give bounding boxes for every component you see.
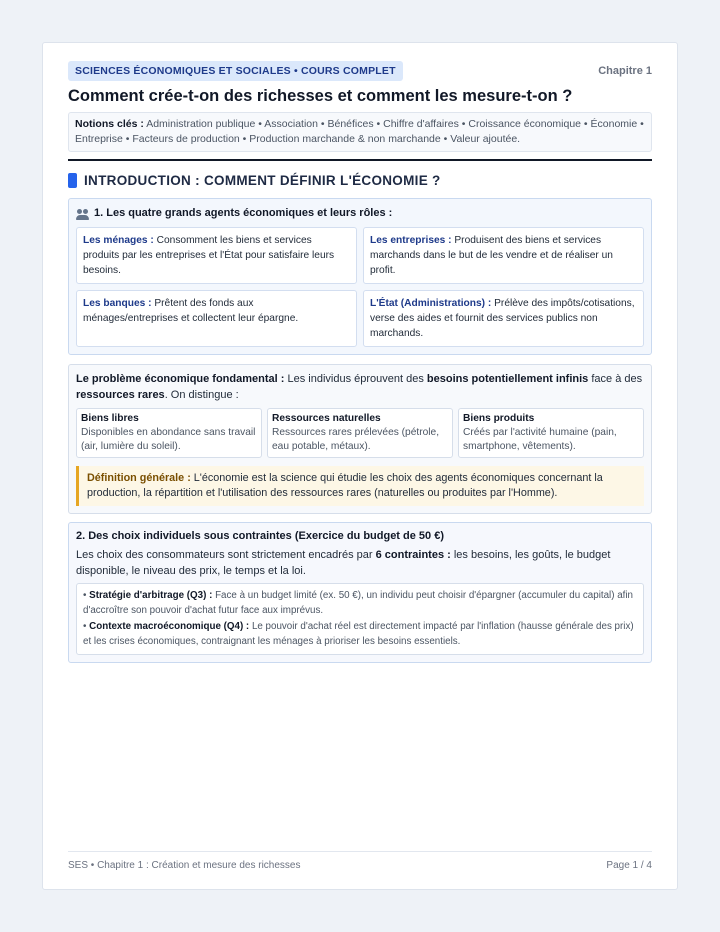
list-item-text: Face à un budget limité (ex. 50 €), un individu peut choisir d'épargner (accumuler du capital) afin d'accroître son pouvoir d'achat futur face aux imprévus.	[83, 590, 634, 616]
choix-paragraph	[76, 547, 644, 579]
agent-card-menages	[76, 227, 357, 284]
subject-tag: SCIENCES ÉCONOMIQUES ET SOCIALES • COURS COMPLET	[68, 61, 403, 81]
list-item: • Stratégie d'arbitrage (Q3) : Face à un budget limité (ex. 50 €), un individu peut choisir d'épargner (accumuler du capital) afin d'accroître son pouvoir d'achat futur face aux imprévus.	[83, 590, 634, 616]
page-footer	[68, 851, 652, 871]
probleme-text-3: . On distingue :	[164, 389, 239, 401]
section-marker-icon	[68, 173, 77, 188]
list-item-label: Contexte macroéconomique (Q4) :	[89, 621, 250, 632]
probleme-paragraph	[76, 371, 644, 403]
list-item-text: Le pouvoir d'achat réel est directement impacté par l'inflation (hausse générale des prix) et les crises économiques, contraignant les ménages à prioriser les besoins essentiels.	[83, 621, 634, 647]
definition-label: Définition générale :	[87, 472, 191, 484]
agent-card-entreprises	[363, 227, 644, 284]
agent-card-etat	[363, 290, 644, 347]
type-text: Disponibles en abondance sans travail (air, lumière du soleil).	[81, 427, 256, 452]
type-text: Ressources rares prélevées (pétrole, eau potable, métaux).	[272, 427, 440, 452]
section-heading	[68, 171, 652, 189]
agent-text: Prélève des impôts/cotisations, verse des aides et fournit des services publics non marchands.	[370, 298, 635, 339]
probleme-bold-1: besoins potentiellement infinis	[426, 373, 589, 385]
agent-name: L'État (Administrations) :	[370, 298, 492, 309]
list-item: • Contexte macroéconomique (Q4) : Le pouvoir d'achat réel est directement impacté par l'inflation (hausse générale des prix) et les crises économiques, contraignant les ménages à prioriser les besoins essentiels.	[83, 621, 634, 647]
agent-text: Consomment les biens et services produits par les entreprises et l'État pour satisfaire leurs besoins.	[83, 235, 335, 276]
type-title: Ressources naturelles	[272, 413, 381, 424]
agent-name: Les banques :	[83, 298, 152, 309]
definition-callout	[76, 466, 644, 506]
type-card-biens-produits	[458, 408, 644, 458]
probleme-box	[68, 364, 652, 514]
agent-name: Les ménages :	[83, 235, 154, 246]
choix-box	[68, 522, 652, 663]
probleme-bold-2: ressources rares	[76, 389, 165, 401]
choix-text-2: les besoins, les goûts, le budget disponible, le niveau des prix, le temps et la loi.	[76, 549, 611, 577]
page-title: Comment crée-t-on des richesses et comment les mesure-t-on ?	[68, 87, 573, 105]
list-item-label: Stratégie d'arbitrage (Q3) :	[89, 590, 213, 601]
agents-box	[68, 198, 652, 355]
people-icon	[76, 208, 90, 220]
document-page	[42, 42, 678, 890]
definition-text: L'économie est la science qui étudie les choix des agents économiques concernant la production, la répartition et l'utilisation des ressources rares (naturelles ou produites par l'Homme).	[87, 472, 603, 499]
probleme-text-1: Les individus éprouvent des	[287, 373, 424, 385]
agents-title-text: 1. Les quatre grands agents économiques et leurs rôles :	[94, 207, 393, 219]
footer-left: SES • Chapitre 1 : Création et mesure des richesses	[68, 860, 301, 871]
page-header	[68, 61, 652, 81]
agent-text: Prêtent des fonds aux ménages/entreprises et collectent leur épargne.	[83, 298, 299, 324]
choix-text-1: Les choix des consommateurs sont strictement encadrés par	[76, 549, 373, 561]
type-card-ressources-naturelles	[267, 408, 453, 458]
type-text: Créés par l'activité humaine (pain, smartphone, vêtements).	[463, 427, 617, 452]
probleme-lead: Le problème économique fondamental :	[76, 373, 285, 385]
keywords-label: Notions clés :	[75, 118, 144, 130]
agent-card-banques	[76, 290, 357, 347]
probleme-text-2: face à des	[591, 373, 643, 385]
agent-name: Les entreprises :	[370, 235, 452, 246]
agents-grid	[76, 227, 644, 347]
type-card-biens-libres	[76, 408, 262, 458]
divider	[68, 159, 652, 161]
agents-title	[76, 206, 644, 221]
type-title: Biens produits	[463, 413, 535, 424]
choix-list	[76, 583, 644, 655]
choix-title: 2. Des choix individuels sous contraintes (Exercice du budget de 50 €)	[76, 530, 444, 542]
type-title: Biens libres	[81, 413, 139, 424]
agent-text: Produisent des biens et services marchands dans le but de les vendre et de réaliser un profit.	[370, 235, 613, 276]
ressources-grid	[76, 408, 644, 458]
choix-bold: 6 contraintes :	[375, 549, 451, 561]
section-title: INTRODUCTION : COMMENT DÉFINIR L'ÉCONOMIE ?	[84, 172, 441, 188]
keywords-box	[68, 112, 652, 152]
keywords-text: Administration publique • Association • Bénéfices • Chiffre d'affaires • Croissance économique • Économie • Entreprise • Facteurs de production • Production marchande & non marchande • Valeur ajoutée.	[75, 118, 644, 145]
page-number: Page 1 / 4	[606, 860, 652, 871]
chapter-label: Chapitre 1	[598, 65, 652, 77]
